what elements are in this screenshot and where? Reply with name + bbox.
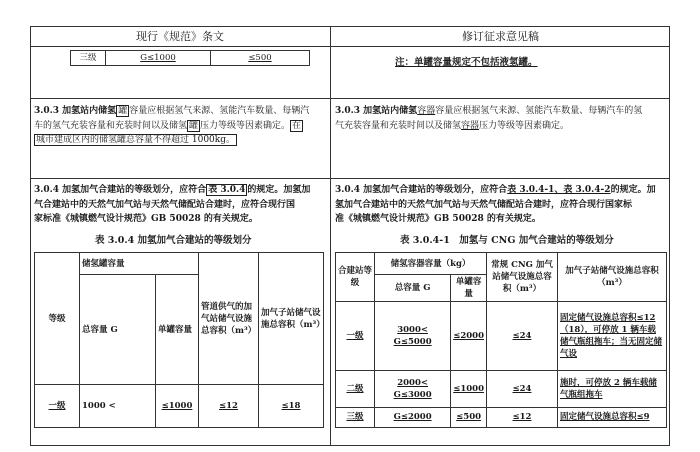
th-storage: 储氢罐容量: [80, 253, 199, 275]
td-r-grade-1: 一级: [336, 302, 375, 371]
td-r-single-2: ≤1000: [451, 371, 487, 408]
td-sub-1: ≤18: [259, 385, 324, 428]
cell-single: ≤500: [211, 51, 310, 66]
row-divider-1: [30, 98, 670, 99]
row-divider-2: [30, 178, 670, 179]
td-grade-1: 一级: [35, 385, 80, 428]
cell-grade: 三级: [71, 51, 106, 66]
clause-3-0-3-revised: 3.0.3 加氢站内储氢容器容量应根据氢气来源、氢能汽车数量、每辆汽车的氢 气充装容量和充装时间以及储氢容器压力等级等因素确定。: [335, 106, 643, 131]
td-r-sub-2: 施时，可停放 2 辆车载储气瓶组拖车: [558, 371, 667, 408]
table-3-0-4-1: [335, 252, 667, 428]
td-r-total-3: G≤2000: [375, 407, 451, 427]
td-r-total-1: 3000< G≤5000: [375, 302, 451, 371]
clause-3-0-4-revised: 3.0.4 加氢加气合建站的等级划分，应符合表 3.0.4-1、表 3.0.4-2的规定。加 氢加气合建站中的天然气加气站与天然气储配站合建时，应符合现行国家标 准《城镇燃气设计规范》GB 50028 的有关规定。: [335, 185, 656, 224]
td-r-cng-2: ≤24: [487, 371, 558, 408]
table-3-0-4-title: 表 3.0.4 加氢加气合建站的等级划分: [95, 235, 252, 246]
header-revision-draft: 修订征求意见稿: [462, 30, 539, 43]
header-current-code: 现行《规范》条文: [136, 30, 224, 43]
td-r-single-1: ≤2000: [451, 302, 487, 371]
th-r-grade: 合建站等级: [336, 253, 375, 302]
table-3-0-4-1-title: 表 3.0.4-1 加氢与 CNG 加气合建站的等级划分: [400, 235, 614, 246]
grade3-table-fragment: [70, 50, 310, 66]
td-pipe-1: ≤12: [199, 385, 259, 428]
cell-total: G≤1000: [106, 51, 211, 66]
td-r-grade-3: 三级: [336, 407, 375, 427]
td-total-1: 1000 <: [80, 385, 156, 428]
th-substation: 加气子站储气设施总容积（m³）: [259, 253, 324, 385]
th-r-single: 单罐容量: [451, 275, 487, 302]
th-r-storage: 储氢容器容量（kg）: [375, 253, 487, 275]
td-r-total-2: 2000< G≤3000: [375, 371, 451, 408]
td-r-single-3: ≤500: [451, 407, 487, 427]
td-r-grade-2: 二级: [336, 371, 375, 408]
th-total: 总容量 G: [80, 275, 156, 385]
td-single-1: ≤1000: [156, 385, 199, 428]
th-r-sub: 加气子站储气设施总容积（m³）: [558, 253, 667, 302]
th-grade: 等级: [35, 253, 80, 385]
th-single: 单罐容量: [156, 275, 199, 385]
th-r-cng: 常规 CNG 加气站储气设施总容积（m³）: [487, 253, 558, 302]
th-r-total: 总容量 G: [375, 275, 451, 302]
th-pipe: 管道供气的加气站储气设施总容积（m³）: [199, 253, 259, 385]
clause-3-0-4-current: 3.0.4 加氢加气合建站的等级划分，应符合 表 3.0.4 的规定。加氢加 气合建站中的天然气加气站与天然气储配站合建时，应符合现行国 家标准《城镇燃气设计规范》GB 50028 的有关规定。: [34, 185, 311, 224]
header-divider: [30, 46, 670, 47]
column-divider: [330, 26, 331, 446]
td-r-sub-3: 固定储气设施总容积≤9: [558, 407, 667, 427]
table-3-0-4: [34, 252, 324, 428]
revision-note: 注：单罐容量规定不包括液氢罐。: [395, 57, 538, 68]
td-r-cng-3: ≤12: [487, 407, 558, 427]
clause-3-0-3-current: 3.0.3 加氢站内储氢 罐 容量应根据氢气来源、氢能汽车数量、每辆汽 车的氢气充装容量和充装时间以及储氢 罐 压力等级等因素确定。 在 城市建成区内的储氢罐总容量不得超过 1000kg。: [34, 106, 310, 145]
td-r-sub-1: 固定储气设施总容积≤12（18），可停放 1 辆车载储气瓶组拖车；当无固定储气设: [558, 302, 667, 371]
td-r-cng-1: ≤24: [487, 302, 558, 371]
